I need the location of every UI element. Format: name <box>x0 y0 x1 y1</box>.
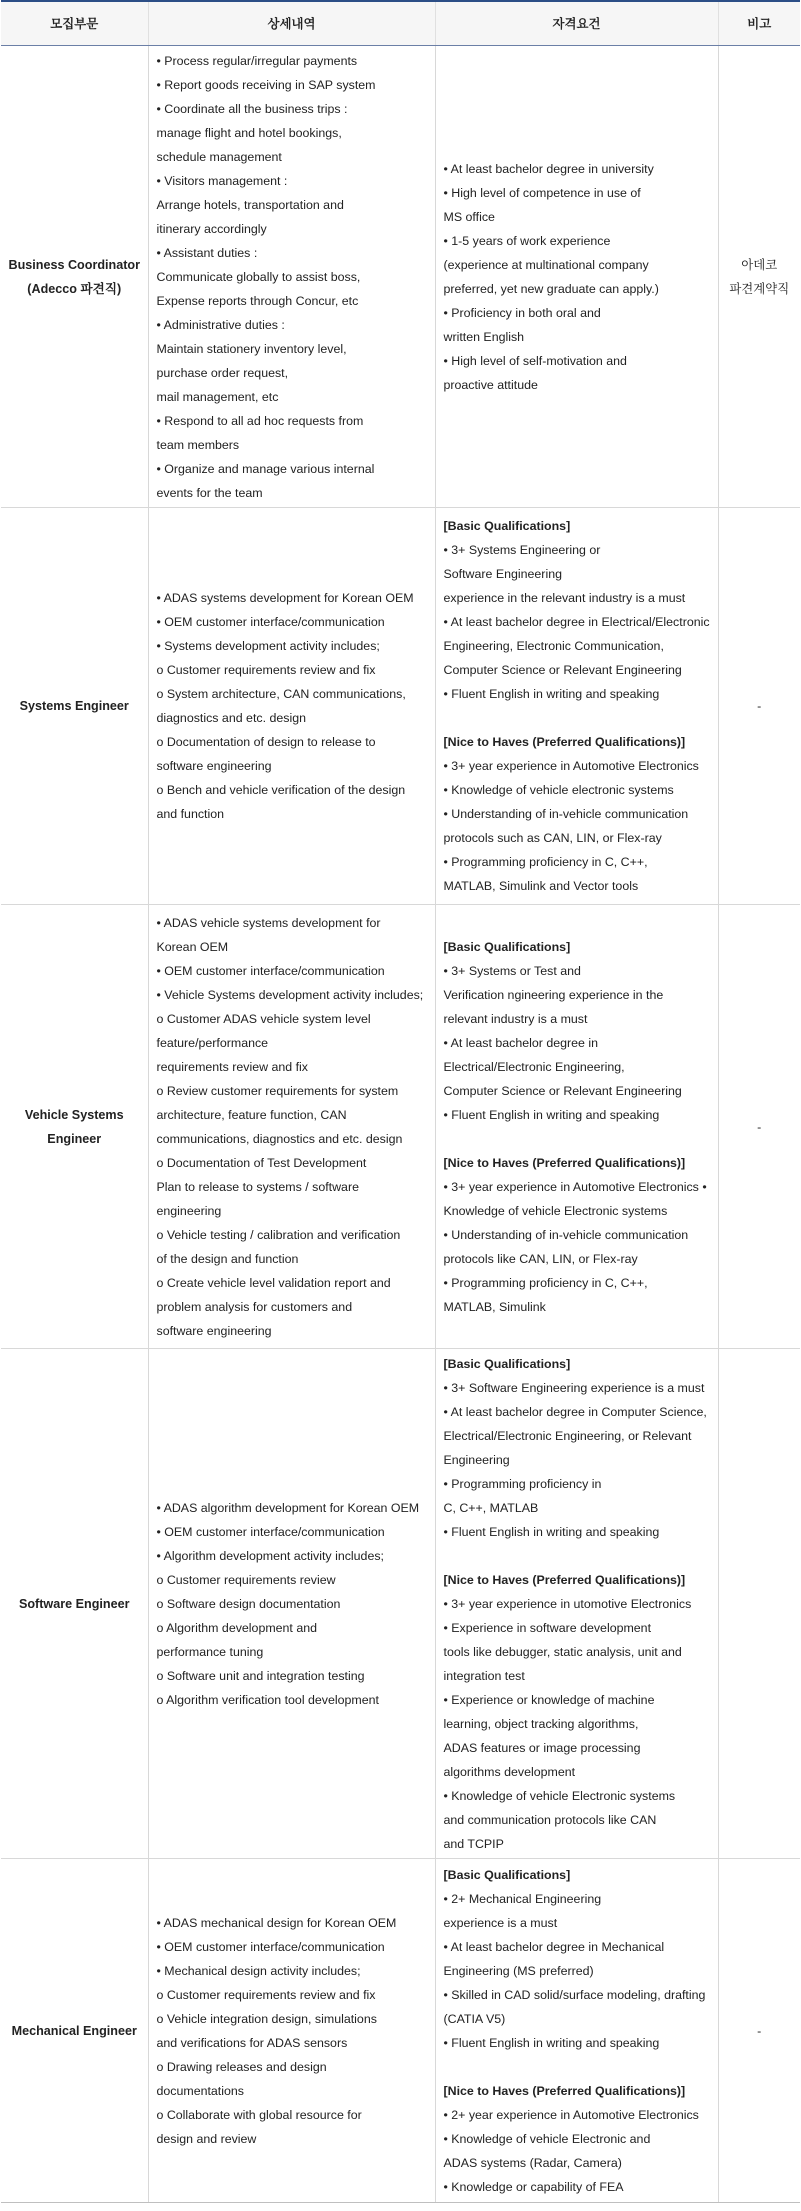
details-cell-line: of the design and function <box>156 1251 299 1266</box>
details-cell-line: performance tuning <box>156 1644 264 1659</box>
details-cell-line: purchase order request, <box>156 365 289 380</box>
qualifications-cell-line: (experience at multinational company <box>443 257 649 272</box>
details-cell-line: Expense reports through Concur, etc <box>156 293 359 308</box>
qualifications-cell-line: [Basic Qualifications] <box>443 519 571 533</box>
note-cell-line <box>719 1592 801 1616</box>
details-cell-line: requirements review and fix <box>156 1059 309 1074</box>
details-cell-line: o System architecture, CAN communications, <box>156 687 406 701</box>
column-header-note: 비고 <box>718 1 800 46</box>
qualifications-cell-line: • Knowledge or capability of FEA <box>443 2179 624 2194</box>
qualifications-cell-line <box>444 706 712 730</box>
qualifications-cell-line: • At least bachelor degree in university <box>443 161 654 176</box>
qualifications-cell-line: • Programming proficiency in <box>443 1476 602 1491</box>
details-cell-line: o Customer requirements review and fix <box>156 663 376 677</box>
details-cell-line: diagnostics and etc. design <box>156 711 306 725</box>
details-cell-line: o Software design documentation <box>156 1596 341 1611</box>
qualifications-cell-line <box>444 1544 712 1568</box>
details-cell-line: • Respond to all ad hoc requests from <box>156 413 364 428</box>
details-cell-line: o Vehicle testing / calibration and verification <box>156 1227 401 1242</box>
note-cell <box>718 508 800 905</box>
qualifications-cell <box>435 1349 718 1859</box>
qualifications-cell-line: [Basic Qualifications] <box>443 1356 571 1371</box>
column-header-details: 상세내역 <box>148 1 435 46</box>
department-cell <box>1 1349 148 1859</box>
details-cell-line: o Bench and vehicle verification of the design <box>156 783 406 797</box>
qualifications-cell-line: • 1-5 years of work experience <box>443 233 611 248</box>
details-cell <box>148 508 435 905</box>
qualifications-cell-line: • 3+ year experience in Automotive Electronics <box>443 759 699 773</box>
qualifications-cell-line: • Knowledge of vehicle Electronic and <box>443 2131 651 2146</box>
qualifications-cell-line: preferred, yet new graduate can apply.) <box>443 281 659 296</box>
qualifications-cell-line: MATLAB, Simulink and Vector tools <box>443 879 639 893</box>
qualifications-cell-line: • 2+ Mechanical Engineering <box>443 1891 602 1906</box>
qualifications-cell-line: • 3+ year experience in utomotive Electronics <box>443 1596 692 1611</box>
qualifications-cell-line: integration test <box>443 1668 525 1683</box>
details-cell-line: • OEM customer interface/communication <box>156 615 385 629</box>
qualifications-cell-line: • Programming proficiency in C, C++, <box>443 855 648 869</box>
details-cell-line: manage flight and hotel bookings, <box>156 125 342 140</box>
details-cell-line: and verifications for ADAS sensors <box>156 2035 348 2050</box>
qualifications-cell-line: Computer Science or Relevant Engineering <box>443 1083 682 1098</box>
details-cell-line: • ADAS vehicle systems development for <box>156 915 381 930</box>
qualifications-cell-line: C, C++, MATLAB <box>443 1500 539 1515</box>
details-cell-line: • Systems development activity includes; <box>156 639 380 653</box>
qualifications-cell-line: MATLAB, Simulink <box>443 1299 546 1314</box>
table-header-row <box>1 1 800 46</box>
details-cell-line: o Collaborate with global resource for <box>156 2107 362 2122</box>
qualifications-cell-line: • 3+ Systems or Test and <box>443 963 581 978</box>
details-cell-line: design and review <box>156 2131 257 2146</box>
details-cell <box>148 46 435 508</box>
details-cell <box>148 1349 435 1859</box>
table-row <box>1 905 800 1349</box>
qualifications-cell-line: [Nice to Haves (Preferred Qualifications)] <box>443 1572 686 1587</box>
details-cell-line: • OEM customer interface/communication <box>156 963 385 978</box>
note-cell-line: - <box>757 2023 762 2038</box>
table-row <box>1 46 800 508</box>
qualifications-cell-line: • Programming proficiency in C, C++, <box>443 1275 648 1290</box>
details-cell-line: team members <box>156 437 240 452</box>
qualifications-cell-line: • High level of self-motivation and <box>443 353 627 368</box>
details-cell-line: o Documentation of design to release to <box>156 735 376 749</box>
note-cell <box>718 1859 800 2203</box>
department-cell <box>1 46 148 508</box>
qualifications-cell-line: [Nice to Haves (Preferred Qualifications)] <box>443 735 686 749</box>
qualifications-cell-line: Electrical/Electronic Engineering, or Relevant <box>443 1428 692 1443</box>
qualifications-cell-line: tools like debugger, static analysis, unit and <box>443 1644 682 1659</box>
details-cell-line: o Review customer requirements for system <box>156 1083 399 1098</box>
qualifications-cell-line: • At least bachelor degree in Mechanical <box>443 1939 665 1954</box>
qualifications-cell-line: Computer Science or Relevant Engineering <box>443 663 682 677</box>
note-cell <box>718 46 800 508</box>
qualifications-cell-line: • High level of competence in use of <box>443 185 641 200</box>
qualifications-cell-line: Engineering <box>443 1452 510 1467</box>
qualifications-cell-line: [Nice to Haves (Preferred Qualifications)] <box>443 1155 686 1170</box>
details-cell-line: events for the team <box>156 485 263 500</box>
qualifications-cell-line <box>444 2055 712 2079</box>
details-cell-line: o Customer ADAS vehicle system level <box>156 1011 371 1026</box>
qualifications-cell-line: protocols like CAN, LIN, or Flex-ray <box>443 1251 638 1266</box>
details-cell-line: software engineering <box>156 1323 272 1338</box>
qualifications-cell-line: • Experience in software development <box>443 1620 652 1635</box>
qualifications-cell-line: Electrical/Electronic Engineering, <box>443 1059 625 1074</box>
qualifications-cell-line: Software Engineering <box>443 567 562 581</box>
department-cell-line: Vehicle Systems <box>24 1107 124 1122</box>
qualifications-cell-line: ADAS features or image processing <box>443 1740 641 1755</box>
details-cell-line: o Algorithm verification tool development <box>156 1692 379 1707</box>
qualifications-cell-line: • At least bachelor degree in Electrical/Electronic <box>443 615 710 629</box>
qualifications-cell-line: • Skilled in CAD solid/surface modeling, drafting <box>443 1987 706 2002</box>
department-cell-line: Business Coordinator <box>8 257 141 272</box>
qualifications-cell-line: learning, object tracking algorithms, <box>443 1716 639 1731</box>
details-cell-line: • Process regular/irregular payments <box>156 53 358 68</box>
details-cell-line: • Algorithm development activity includes; <box>156 1548 384 1563</box>
details-cell-line: • ADAS mechanical design for Korean OEM <box>156 1915 397 1930</box>
qualifications-cell-line: • Fluent English in writing and speaking <box>443 1524 660 1539</box>
details-cell-line: problem analysis for customers and <box>156 1299 353 1314</box>
department-cell <box>1 1859 148 2203</box>
department-cell-line: Software Engineer <box>18 1596 130 1611</box>
qualifications-cell-line: • Understanding of in-vehicle communication <box>443 807 689 821</box>
details-cell-line: o Drawing releases and design <box>156 2059 327 2074</box>
qualifications-cell-line: • At least bachelor degree in <box>443 1035 599 1050</box>
qualifications-cell-line: • 3+ year experience in Automotive Electronics • <box>443 1179 707 1194</box>
details-cell-line: Arrange hotels, transportation and <box>156 197 344 212</box>
qualifications-cell <box>435 508 718 905</box>
details-cell-line: • Coordinate all the business trips : <box>156 101 348 116</box>
details-cell-line: • ADAS systems development for Korean OEM <box>156 591 414 605</box>
details-cell-line: o Software unit and integration testing <box>156 1668 365 1683</box>
qualifications-cell-line: • At least bachelor degree in Computer Science, <box>443 1404 707 1419</box>
qualifications-cell-line: • Understanding of in-vehicle communication <box>443 1227 689 1242</box>
note-cell-line: - <box>757 1119 762 1134</box>
details-cell-line: engineering <box>156 1203 222 1218</box>
department-cell-line: Engineer <box>47 1131 102 1146</box>
details-cell <box>148 905 435 1349</box>
department-cell-line: (Adecco 파견직) <box>27 281 122 296</box>
details-cell-line: • Assistant duties : <box>156 245 258 260</box>
qualifications-cell-line: • Knowledge of vehicle Electronic systems <box>443 1788 676 1803</box>
note-cell-line: 파견계약직 <box>729 281 790 296</box>
details-cell-line: o Customer requirements review <box>156 1572 336 1587</box>
qualifications-cell-line: • Experience or knowledge of machine <box>443 1692 655 1707</box>
note-cell <box>718 905 800 1349</box>
qualifications-cell-line <box>444 1127 712 1151</box>
details-cell-line: architecture, feature function, CAN <box>156 1107 347 1122</box>
table-row <box>1 1859 800 2203</box>
qualifications-cell <box>435 46 718 508</box>
qualifications-cell-line: proactive attitude <box>443 377 538 392</box>
table-row <box>1 508 800 905</box>
department-cell-line: Systems Engineer <box>19 699 129 713</box>
details-cell-line: o Create vehicle level validation report and <box>156 1275 391 1290</box>
details-cell-line: • Visitors management : <box>156 173 288 188</box>
qualifications-cell-line: Engineering, Electronic Communication, <box>443 639 664 653</box>
details-cell-line: software engineering <box>156 759 272 773</box>
details-cell-line: • ADAS algorithm development for Korean OEM <box>156 1500 420 1515</box>
qualifications-cell-line: • Knowledge of vehicle electronic systems <box>443 783 674 797</box>
qualifications-cell-line: [Nice to Haves (Preferred Qualifications)] <box>443 2083 686 2098</box>
qualifications-cell-line: Engineering (MS preferred) <box>443 1963 594 1978</box>
details-cell-line: • Report goods receiving in SAP system <box>156 77 376 92</box>
details-cell-line: o Documentation of Test Development <box>156 1155 367 1170</box>
qualifications-cell-line: written English <box>443 329 525 344</box>
qualifications-cell-line: (CATIA V5) <box>443 2011 506 2026</box>
qualifications-cell-line: protocols such as CAN, LIN, or Flex-ray <box>443 831 662 845</box>
details-cell-line: feature/performance <box>156 1035 269 1050</box>
qualifications-cell-line: • Fluent English in writing and speaking <box>443 1107 660 1122</box>
department-cell-line: Mechanical Engineer <box>11 2023 137 2038</box>
department-cell <box>1 905 148 1349</box>
note-cell <box>718 1349 800 1859</box>
details-cell-line: Communicate globally to assist boss, <box>156 269 361 284</box>
qualifications-cell-line: experience in the relevant industry is a must <box>443 591 686 605</box>
column-header-qualifications: 자격요건 <box>435 1 718 46</box>
details-cell-line: communications, diagnostics and etc. design <box>156 1131 403 1146</box>
details-cell-line: • Mechanical design activity includes; <box>156 1963 361 1978</box>
details-cell-line: • Vehicle Systems development activity includes; <box>156 987 424 1002</box>
qualifications-cell-line: and communication protocols like CAN <box>443 1812 657 1827</box>
qualifications-cell-line: Knowledge of vehicle Electronic systems <box>443 1203 668 1218</box>
details-cell-line: o Customer requirements review and fix <box>156 1987 376 2002</box>
details-cell-line: • OEM customer interface/communication <box>156 1524 385 1539</box>
details-cell-line: • OEM customer interface/communication <box>156 1939 385 1954</box>
qualifications-cell-line: Verification ngineering experience in the <box>443 987 664 1002</box>
details-cell-line: documentations <box>156 2083 244 2098</box>
qualifications-cell-line: relevant industry is a must <box>443 1011 588 1026</box>
qualifications-cell-line: • 3+ Systems Engineering or <box>443 543 601 557</box>
qualifications-cell-line: MS office <box>443 209 495 224</box>
qualifications-cell-line: • 2+ year experience in Automotive Electronics <box>443 2107 699 2122</box>
note-cell-line: 아데코 <box>741 257 778 272</box>
details-cell-line: Plan to release to systems / software <box>156 1179 359 1194</box>
qualifications-cell-line: • 3+ Software Engineering experience is a must <box>443 1380 705 1395</box>
details-cell-line: o Vehicle integration design, simulations <box>156 2011 377 2026</box>
note-cell-line: - <box>757 699 762 713</box>
job-postings-table <box>1 0 800 2203</box>
details-cell-line: Korean OEM <box>156 939 229 954</box>
qualifications-cell <box>435 905 718 1349</box>
qualifications-cell-line: • Fluent English in writing and speaking <box>443 687 660 701</box>
details-cell-line: mail management, etc <box>156 389 279 404</box>
details-cell-line: schedule management <box>156 149 282 164</box>
department-cell <box>1 508 148 905</box>
qualifications-cell-line: experience is a must <box>443 1915 558 1930</box>
qualifications-cell-line: • Fluent English in writing and speaking <box>443 2035 660 2050</box>
qualifications-cell-line: [Basic Qualifications] <box>443 939 571 954</box>
qualifications-cell <box>435 1859 718 2203</box>
details-cell-line: itinerary accordingly <box>156 221 267 236</box>
qualifications-cell-line: ADAS systems (Radar, Camera) <box>443 2155 622 2170</box>
column-header-department: 모집부문 <box>1 1 148 46</box>
qualifications-cell-line: • Proficiency in both oral and <box>443 305 601 320</box>
details-cell-line: • Organize and manage various internal <box>156 461 375 476</box>
details-cell-line: and function <box>156 807 225 821</box>
qualifications-cell-line: [Basic Qualifications] <box>443 1867 571 1882</box>
details-cell-line: • Administrative duties : <box>156 317 285 332</box>
details-cell <box>148 1859 435 2203</box>
details-cell-line: o Algorithm development and <box>156 1620 317 1635</box>
table-row <box>1 1349 800 1859</box>
qualifications-cell-line: and TCPIP <box>443 1836 504 1851</box>
qualifications-cell-line: algorithms development <box>443 1764 576 1779</box>
details-cell-line: Maintain stationery inventory level, <box>156 341 347 356</box>
